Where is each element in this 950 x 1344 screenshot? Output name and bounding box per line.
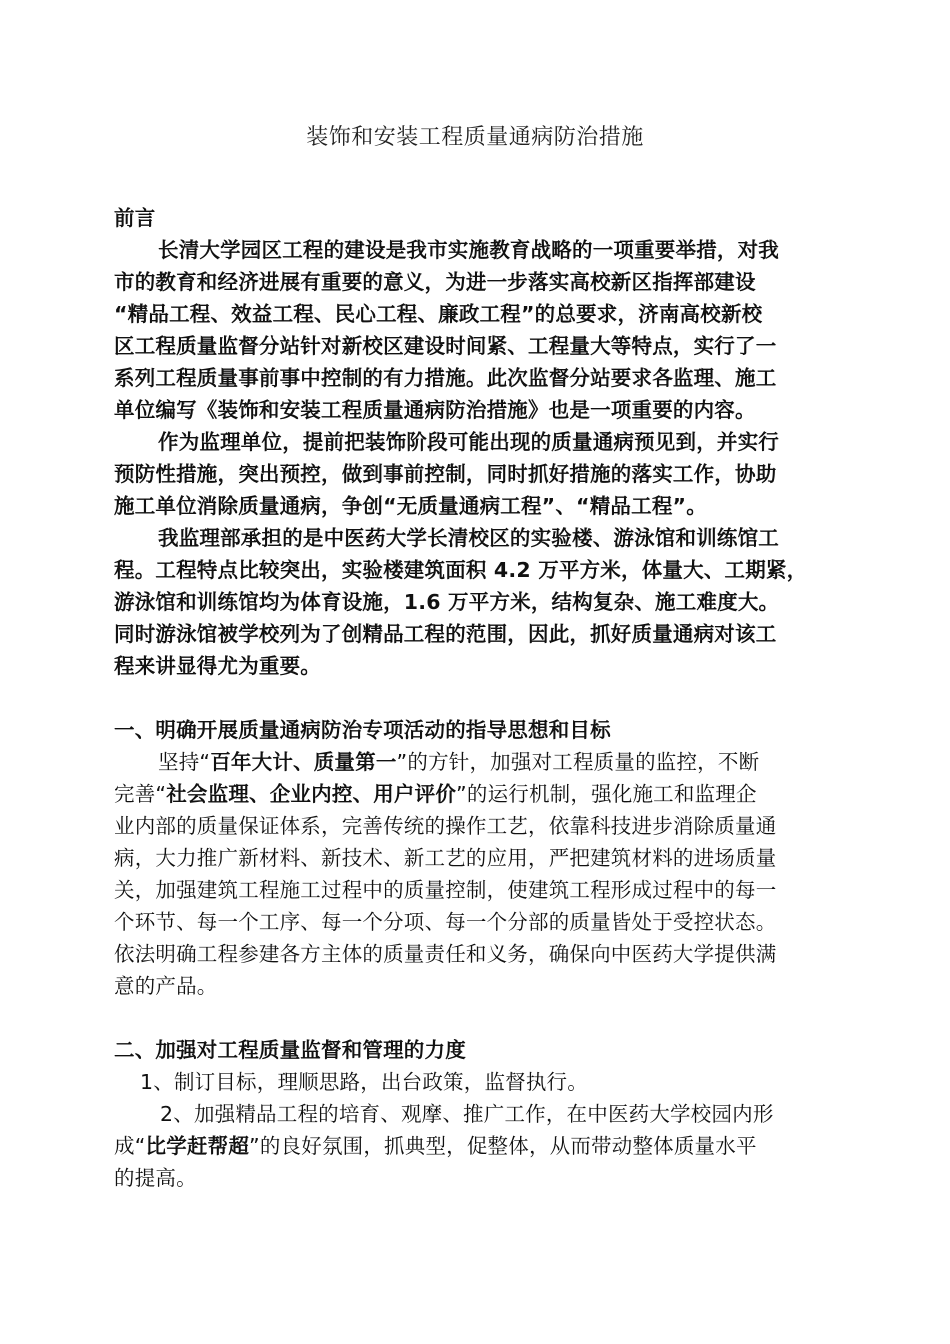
section1-line2-bold: 社会监理、企业内控、用户评价 (166, 782, 457, 806)
preface-heading: 前言 (114, 206, 156, 230)
section1-line: 关，加强建筑工程施工过程中的质量控制，使建筑工程形成过程中的每一 (114, 878, 777, 902)
preface-line: 程来讲显得尤为重要。 (114, 654, 321, 678)
section1-line1-post: ”的方针，加强对工程质量的监控，不断 (396, 750, 760, 774)
section1-line: 业内部的质量保证体系，完善传统的操作工艺，依靠科技进步消除质量通 (114, 814, 777, 838)
section2-item2-pre: 成“ (114, 1134, 146, 1158)
section2-heading: 二、加强对工程质量监督和管理的力度 (114, 1038, 466, 1062)
preface-line: 长清大学园区工程的建设是我市实施教育战略的一项重要举措，对我 (158, 238, 779, 262)
section1-line1-pre: 坚持“ (158, 750, 211, 774)
section2-item2-line2 (114, 1130, 838, 1162)
preface-line: 市的教育和经济进展有重要的意义，为进一步落实高校新区指挥部建设 (114, 270, 756, 294)
preface-line: 单位编写《装饰和安装工程质量通病防治措施》也是一项重要的内容。 (114, 398, 756, 422)
preface-line: “精品工程、效益工程、民心工程、廉政工程”的总要求，济南高校新校 (114, 302, 763, 326)
preface-line: 同时游泳馆被学校列为了创精品工程的范围，因此，抓好质量通病对该工 (114, 622, 777, 646)
section2-item2-line1: 2、加强精品工程的培育、观摩、推广工作，在中医药大学校园内形 (160, 1102, 774, 1126)
section1-line1-bold: 百年大计、质量第一 (210, 750, 397, 774)
paragraph-gap (114, 1002, 838, 1034)
paragraph-gap (114, 682, 838, 714)
section1-line: 个环节、每一个工序、每一个分项、每一个分部的质量皆处于受控状态。 (114, 910, 777, 934)
section2-item2-line3: 的提高。 (114, 1166, 197, 1190)
preface-line: 作为监理单位，提前把装饰阶段可能出现的质量通病预见到，并实行 (158, 430, 779, 454)
preface-line: 我监理部承担的是中医药大学长清校区的实验楼、游泳馆和训练馆工 (158, 526, 779, 550)
section1-line2-pre: 完善“ (114, 782, 167, 806)
section2-item2-post: ”的良好氛围，抓典型，促整体，从而带动整体质量水平 (249, 1134, 757, 1158)
preface-line: 游泳馆和训练馆均为体育设施，1.6 万平方米，结构复杂、施工难度大。 (114, 590, 780, 614)
section2-item2-bold: 比学赶帮超 (145, 1134, 250, 1158)
document-title: 装饰和安装工程质量通病防治措施 (306, 125, 644, 150)
preface-line: 程。工程特点比较突出，实验楼建筑面积 4.2 万平方米，体量大、工期紧， (114, 558, 808, 582)
section1-heading: 一、明确开展质量通病防治专项活动的指导思想和目标 (114, 718, 611, 742)
section1-line (114, 746, 838, 778)
document-body (114, 202, 838, 1194)
section2-item1: 1、制订目标，理顺思路，出台政策，监督执行。 (140, 1070, 588, 1094)
section1-line2-post: ”的运行机制，强化施工和监理企 (456, 782, 757, 806)
preface-line: 区工程质量监督分站针对新校区建设时间紧、工程量大等特点，实行了一 (114, 334, 777, 358)
preface-line: 预防性措施，突出预控，做到事前控制，同时抓好措施的落实工作，协助 (114, 462, 777, 486)
section1-line: 病，大力推广新材料、新技术、新工艺的应用，严把建筑材料的进场质量 (114, 846, 777, 870)
section1-line (114, 778, 838, 810)
preface-line: 施工单位消除质量通病，争创“无质量通病工程”、“精品工程”。 (114, 494, 707, 518)
preface-line: 系列工程质量事前事中控制的有力措施。此次监督分站要求各监理、施工 (114, 366, 777, 390)
section1-line: 意的产品。 (114, 974, 218, 998)
section1-line: 依法明确工程参建各方主体的质量责任和义务，确保向中医药大学提供满 (114, 942, 777, 966)
